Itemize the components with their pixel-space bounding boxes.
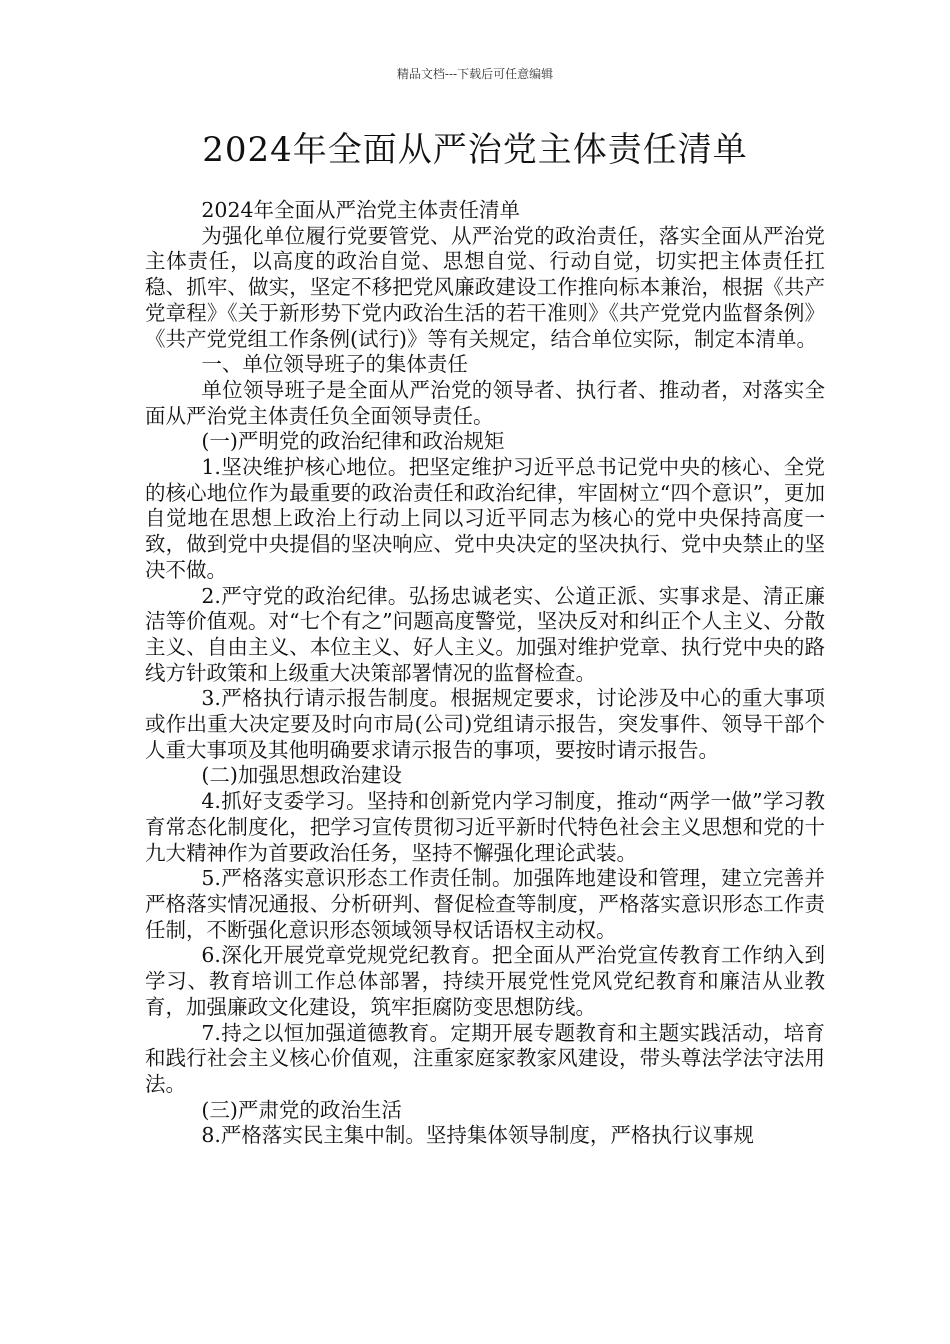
paragraph-item-1: 1.坚决维护核心地位。把坚定维护习近平总书记党中央的核心、全党的核心地位作为最重要的政治责任和政治纪律，牢固树立“四个意识”，更加自觉地在思想上政治上行动上同以习近平同志为核心的党中央保持高度一致，做到党中央提倡的坚决响应、党中央决定的坚决执行、党中央禁止的坚决不做。: [145, 455, 825, 582]
paragraph-subtitle: 2024年全面从严治党主体责任清单: [201, 198, 521, 222]
paragraph-item-2: 2.严守党的政治纪律。弘扬忠诚老实、公道正派、实事求是、清正廉洁等价值观。对“七个有之”问题高度警觉，坚决反对和纠正个人主义、分散主义、自由主义、本位主义、好人主义。加强对维护党章、执行党中央的路线方针政策和上级重大决策部署情况的监督检查。: [145, 583, 825, 685]
paragraph-item-4: 4.抓好支委学习。坚持和创新党内学习制度，推动“两学一做”学习教育常态化制度化，把学习宣传贯彻习近平新时代特色社会主义思想和党的十九大精神作为首要政治任务，坚持不懈强化理论武装。: [145, 789, 825, 865]
header-note: 精品文档---下载后可任意编辑: [396, 67, 554, 81]
paragraph-intro: 为强化单位履行党要管党、从严治党的政治责任，落实全面从严治党主体责任，以高度的政治自觉、思想自觉、行动自觉，切实把主体责任扛稳、抓牢、做实，坚定不移把党风廉政建设工作推向标本兼治，根据《共产党章程》《关于新形势下党内政治生活的若干准则》《共产党党内监督条例》《共产党党组工作条例(试行)》等有关规定，结合单位实际，制定本清单。: [145, 223, 825, 351]
paragraph-item-7: 7.持之以恒加强道德教育。定期开展专题教育和主题实践活动，培育和践行社会主义核心价值观，注重家庭家教家风建设，带头尊法学法守法用法。: [145, 1020, 825, 1096]
subsection-heading-2: (二)加强思想政治建设: [201, 763, 402, 788]
paragraph-item-5: 5.严格落实意识形态工作责任制。加强阵地建设和管理，建立完善并严格落实情况通报、分析研判、督促检查等制度，严格落实意识形态工作责任制，不断强化意识形态领域领导权话语权主动权。: [145, 866, 825, 942]
paragraph: 单位领导班子是全面从严治党的领导者、执行者、推动者，对落实全面从严治党主体责任负全面领导责任。: [145, 377, 825, 428]
paragraph-item-6: 6.深化开展党章党规党纪教育。把全面从严治党宣传教育工作纳入到学习、教育培训工作总体部署，持续开展党性党风党纪教育和廉洁从业教育，加强廉政文化建设，筑牢拒腐防变思想防线。: [145, 943, 825, 1019]
subsection-heading-1: (一)严明党的政治纪律和政治规矩: [201, 429, 505, 454]
paragraph-item-8: 8.严格落实民主集中制。坚持集体领导制度，严格执行议事规: [201, 1123, 754, 1148]
document-body: [145, 198, 825, 1149]
document-title: 2024年全面从严治党主体责任清单: [202, 130, 748, 170]
section-heading-1: 一、单位领导班子的集体责任: [201, 352, 468, 377]
subsection-heading-3: (三)严肃党的政治生活: [201, 1097, 402, 1122]
paragraph-item-3: 3.严格执行请示报告制度。根据规定要求，讨论涉及中心的重大事项或作出重大决定要及时向市局(公司)党组请示报告，突发事件、领导干部个人重大事项及其他明确要求请示报告的事项，要按时请示报告。: [145, 686, 825, 762]
